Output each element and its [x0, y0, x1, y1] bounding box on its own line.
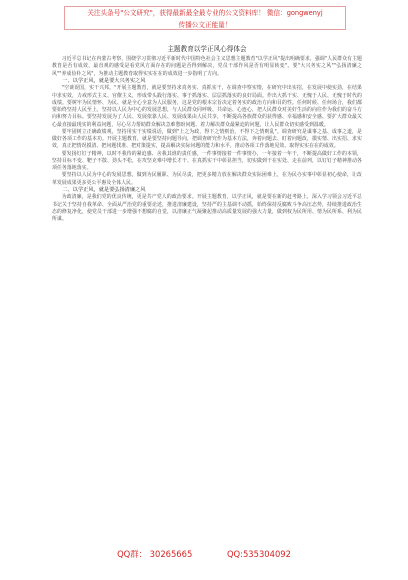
document-title: 主题教育以学正风心得体会	[167, 45, 247, 53]
banner-line-2: 传播公文正能量！	[178, 20, 232, 29]
footer-qq: QQ:535304092	[226, 549, 291, 559]
paragraph: 要牢固树立正确政绩观，坚持用实干实绩说话，做到"上之为政，得下之情则治，不得下之情则乱"。调查研究是谋事之基、成事之道，是做好各项工作的基本功。开展主题教育，就是要坚持问题导向，把调查研究作为基本方法，奔着问题去、盯着问题改，摸实情、出实招、求实效，真正把情况摸清、把问题找准、把对策提实，提高解决实际问题的能力和水平，推动各项工作落地见效、取得实实在在的成效。	[52, 128, 362, 150]
footer-qq-group: QQ群： 30265665	[117, 549, 193, 559]
document-body	[52, 44, 362, 223]
paragraph: 习近平总书记在内蒙古考察，围绕学习贯彻习近平新时代中国特色社会主义思想主题教育"以学正风"提出明确要求，强调"人民群众有主题教育是否有成效，最直观的感受是看党风方面存在的问题是否得到解决，党员干部作风是否有明显转变"。要"大兴务实之风""弘扬清廉之风""养成俭朴之风"，为推动主题教育取得实实在在的成效进一步指明了方向。	[52, 56, 362, 77]
paragraph-list	[52, 56, 362, 223]
paragraph: 要发扬钉钉子精神，以时不我待的紧迫感、舍我其谁的责任感，一件事情接着一件事情办，一年接着一年干，不断提高做好工作的本领，坚持目标不变、靶子不散、劲头不松，在攻坚克难中增长才干、在真抓实干中彰显担当，切实做到干在实处、走在前列，以钉钉子精神推动各项任务落地落实。	[52, 150, 362, 172]
paragraph: 为政清廉，是我们党的优良传统，更是共产党人的政治要求。开展主题教育，以学正风，就是要在新的赶考路上，深入学习领会习近平总书记关于坚持自我革命、全面从严治党的重要论述，推进清廉建设，坚持严的主基调不动摇，始终保持反腐败斗争高压态势，持续推进政治生态的修复净化，使党员干部进一步增强不想腐的自觉，以清廉正气凝聚起推动高质量发展的强大力量，做到权为民所用、情为民所系、利为民所谋。	[52, 194, 362, 223]
paragraph: 要坚持以人民为中心的发展思想，做到为民履职、为民尽责，把更多精力放在解决群众实际困难上，在为民办实事中彰显初心使命，让改革发展成果更多更公平惠及全体人民。	[52, 172, 362, 186]
paragraph: "空谈误国，实干兴邦。"开展主题教育，就是要坚持求真务实、真抓实干，在调查中察实情，在研究中出实招，在发展中使实劲，在结果中求实效，力戒形式主义、官僚主义，形成带头践行落实、事于抓落实、层层抓落实的良好局面。作出大抓干实、无愧于人民、无愧于时代的成绩。要树牢为民情怀、为民、就是全心全意为人民服务，这是党的根本宗旨决定着务实的政治方向和目的性。任何时候、任何场合，我们都要始终坚持人民至上，坚持以人民为中心的发展思想，与人民群众同呼吸、共命运、心连心，把人民群众对美好生活的向往作为我们的奋斗方向和努力目标。要坚持发展为了人民、发展依靠人民、发展成果由人民共享，不断提高各族群众的获得感、幸福感和安全感。要扩大群众最关心最直接最现实的利益问题，尽心尽力帮助群众解决急难愁盼问题、着力解决群众最紧迫的问题，让人民群众切实感受到温暖。	[52, 85, 362, 128]
section-heading: 二、以学正风，就是要弘扬清廉之风	[62, 186, 146, 193]
section-heading: 一、以学正风，就是要大兴务实之风	[62, 77, 146, 84]
header-banner	[64, 6, 346, 30]
footer-contact	[0, 548, 408, 560]
banner-line-1: 关注头条号"公文研究"，获得最新最全最专业的公文资料库！ 微信：gongwenyj	[87, 9, 323, 17]
